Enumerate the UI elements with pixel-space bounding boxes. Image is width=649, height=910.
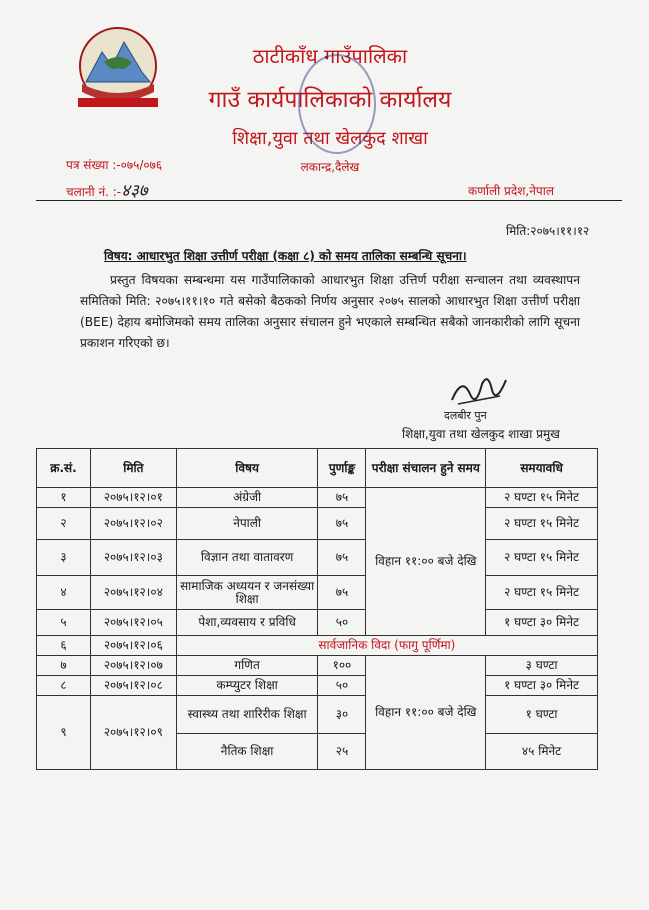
cell-sn: १ [37,488,91,508]
cell-marks: ५० [318,610,366,636]
cell-duration: २ घण्टा १५ मिनेट [486,488,598,508]
cell-subject: स्वास्थ्य तथा शारिरीक शिक्षा [176,696,318,734]
table-header-row [37,449,598,488]
exam-schedule-table [36,448,598,770]
cell-subject: विज्ञान तथा वातावरण [176,540,318,576]
nepal-emblem-icon [64,22,172,114]
cell-marks: ५० [318,676,366,696]
table-row [37,610,598,636]
cell-duration: १ घण्टा [486,696,598,734]
office-address: लकान्द्र,दैलेख [300,160,360,174]
col-header-duration: समयावधि [486,449,598,488]
cell-date: २०७५।१२।०९ [90,696,176,770]
header-divider [36,200,622,201]
col-header-marks: पुर्णाङ्क [318,449,366,488]
cell-date: २०७५।१२।०१ [90,488,176,508]
cell-sn: ५ [37,610,91,636]
cell-sn: २ [37,508,91,540]
cell-subject: नेपाली [176,508,318,540]
cell-duration: २ घण्टा १५ मिनेट [486,576,598,610]
cell-sn: ७ [37,656,91,676]
cell-duration: ४५ मिनेट [486,734,598,770]
cell-sn: ४ [37,576,91,610]
office-name: गाउँ कार्यपालिकाको कार्यालय [208,87,452,113]
cell-date: २०७५।१२।०५ [90,610,176,636]
table-row [37,540,598,576]
table-row [37,488,598,508]
cell-sn: ३ [37,540,91,576]
cell-subject: पेशा,व्यवसाय र प्रविधि [176,610,318,636]
province: कर्णाली प्रदेश,नेपाल [468,184,554,198]
cell-date: २०७५।१२।०४ [90,576,176,610]
letter-number: पत्र संख्या :-०७५/०७६ [66,158,163,172]
notice-body: प्रस्तुत विषयका सम्बन्धमा यस गाउँपालिकाको आधारभुत शिक्षा उत्तिर्ण परीक्षा सन्चालन तथा व्यवस्थापन समितिको मिति: २०७५।११।१० गते बसेको बैठकको निर्णय अनुसार २०७५ सालको आधारभुत शिक्षा उत्तीर्ण परीक्षा (BEE) देहाय बमोजिमको समय तालिका अनुसार संचालन हुने भएकाले सम्बन्धित सबैको जानकारीको लागि सूचना प्रकाशन गरिएको छ। [80,273,580,350]
signer-name: दलबीर पुन [444,409,487,422]
cell-marks: २५ [318,734,366,770]
cell-duration: २ घण्टा १५ मिनेट [486,540,598,576]
cell-marks: ७५ [318,488,366,508]
cell-marks: ७५ [318,508,366,540]
table-row [37,656,598,676]
cell-marks: ३० [318,696,366,734]
notice-subject: विषय: आधारभुत शिक्षा उत्तीर्ण परीक्षा (कक्षा ८) को समय तालिका सम्बन्धि सूचना। [104,249,467,263]
cell-exam-time: विहान ११:०० बजे देखि [366,656,486,770]
office-stamp [298,54,376,154]
cell-subject: अंग्रेजी [176,488,318,508]
cell-sn: ८ [37,676,91,696]
cell-marks: ७५ [318,540,366,576]
cell-duration: २ घण्टा १५ मिनेट [486,508,598,540]
table-row [37,696,598,734]
cell-duration: ३ घण्टा [486,656,598,676]
table-row-holiday [37,636,598,656]
cell-subject: सामाजिक अध्ययन र जनसंख्या शिक्षा [176,576,318,610]
cell-holiday: सार्वजानिक विदा (फागु पूर्णिमा) [176,636,597,656]
col-header-sn: क्र.सं. [37,449,91,488]
cell-duration: १ घण्टा ३० मिनेट [486,676,598,696]
cell-date: २०७५।१२।०६ [90,636,176,656]
cell-date: २०७५।१२।०७ [90,656,176,676]
cell-date: २०७५।१२।०३ [90,540,176,576]
chalani-number: चलानी नं. :-४३७ [66,181,148,201]
signer-title: शिक्षा,युवा तथा खेलकुद शाखा प्रमुख [402,427,560,441]
cell-duration: १ घण्टा ३० मिनेट [486,610,598,636]
cell-date: २०७५।१२।०८ [90,676,176,696]
cell-subject: कम्प्युटर शिक्षा [176,676,318,696]
municipality-name: ठाटीकाँध गाउँपालिका [252,44,408,68]
cell-date: २०७५।१२।०२ [90,508,176,540]
cell-subject: गणित [176,656,318,676]
cell-marks: ७५ [318,576,366,610]
signature-icon [448,370,510,412]
col-header-date: मिति [90,449,176,488]
branch-name: शिक्षा,युवा तथा खेलकुद शाखा [232,128,428,149]
cell-marks: १०० [318,656,366,676]
table-row [37,576,598,610]
cell-sn: ६ [37,636,91,656]
table-row [37,676,598,696]
cell-subject: नैतिक शिक्षा [176,734,318,770]
cell-sn: ९ [37,696,91,770]
col-header-subject: विषय [176,449,318,488]
col-header-exam-time: परीक्षा संचालन हुने समय [366,449,486,488]
table-row [37,508,598,540]
letter-date: मिति:२०७५।११।१२ [506,224,590,238]
cell-exam-time: विहान ११:०० बजे देखि [366,488,486,636]
